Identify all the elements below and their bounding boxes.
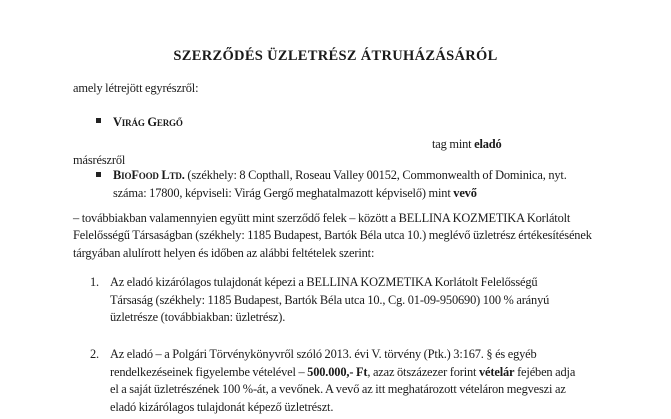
- item-number: 2.: [90, 347, 99, 361]
- buyer-line-2: [113, 185, 477, 203]
- preamble-line-3: tárgyában alulírott helyen és időben az alábbi feltételek szerint:: [73, 246, 375, 260]
- item-2-text: , azaz ötszázezer forint: [367, 365, 479, 379]
- item-1-line-2: Társaság (székhely: 1185 Budapest, Bartók Béla utca 10., Cg. 01-09-950690) 100 % arányú: [110, 293, 550, 307]
- item-2-text: fejében adja: [514, 365, 576, 379]
- purchase-price: 500.000,- Ft: [307, 365, 368, 379]
- seller-name: Virág Gergő: [113, 115, 183, 129]
- seller-role-label: eladó: [474, 137, 502, 151]
- preamble-line-2: Felelősségű Társaságban (székhely: 1185 Budapest, Bartók Béla utca 10.) meglévő üzletrész értékesítésének: [73, 228, 592, 242]
- item-2-line-3: el a saját üzletrészének 100 %-át, a vevőnek. A vevő az itt meghatározott vételáron megveszi az: [110, 382, 566, 396]
- document-title: SZERZŐDÉS ÜZLETRÉSZ ÁTRUHÁZÁSÁRÓL: [173, 48, 498, 64]
- item-number: 1.: [90, 275, 99, 289]
- buyer-line-1: [113, 167, 567, 185]
- seller-role-prefix: tag mint: [432, 137, 475, 151]
- item-2-text: rendelkezéseinek figyelembe vételével –: [110, 365, 308, 379]
- item-2-line-4: eladó kizárólagos tulajdonát képező üzletrészt.: [110, 400, 334, 414]
- bullet-icon: [96, 118, 101, 123]
- purchase-price-term: vételár: [479, 365, 515, 379]
- buyer-role-label: vevő: [453, 186, 477, 200]
- bullet-icon: [96, 172, 101, 177]
- seller-role: [432, 136, 502, 154]
- intro-text: amely létrejött egyrészről:: [73, 81, 199, 95]
- preamble-line-1: – továbbiakban valamennyien együtt mint szerződő felek – között a BELLINA KOZMETIKA Korlátolt: [73, 211, 571, 225]
- item-1-line-3: üzletrésze (továbbiakban: üzletrész).: [110, 310, 286, 324]
- item-2-line-1: Az eladó – a Polgári Törvénykönyvről szóló 2013. évi V. törvény (Ptk.) 3:167. § és egyéb: [110, 347, 537, 361]
- item-2-line-2: [110, 364, 575, 382]
- buyer-name: BioFood Ltd.: [113, 168, 185, 182]
- buyer-representative: száma: 17800, képviseli: Virág Gergő meghatalmazott képviselő) mint: [113, 186, 454, 200]
- other-side-text: másrészről: [73, 153, 126, 167]
- buyer-details: (székhely: 8 Copthall, Roseau Valley 00152, Commonwealth of Dominica, nyt.: [184, 168, 567, 182]
- item-1-line-1: Az eladó kizárólagos tulajdonát képezi a BELLINA KOZMETIKA Korlátolt Felelősségű: [110, 275, 538, 289]
